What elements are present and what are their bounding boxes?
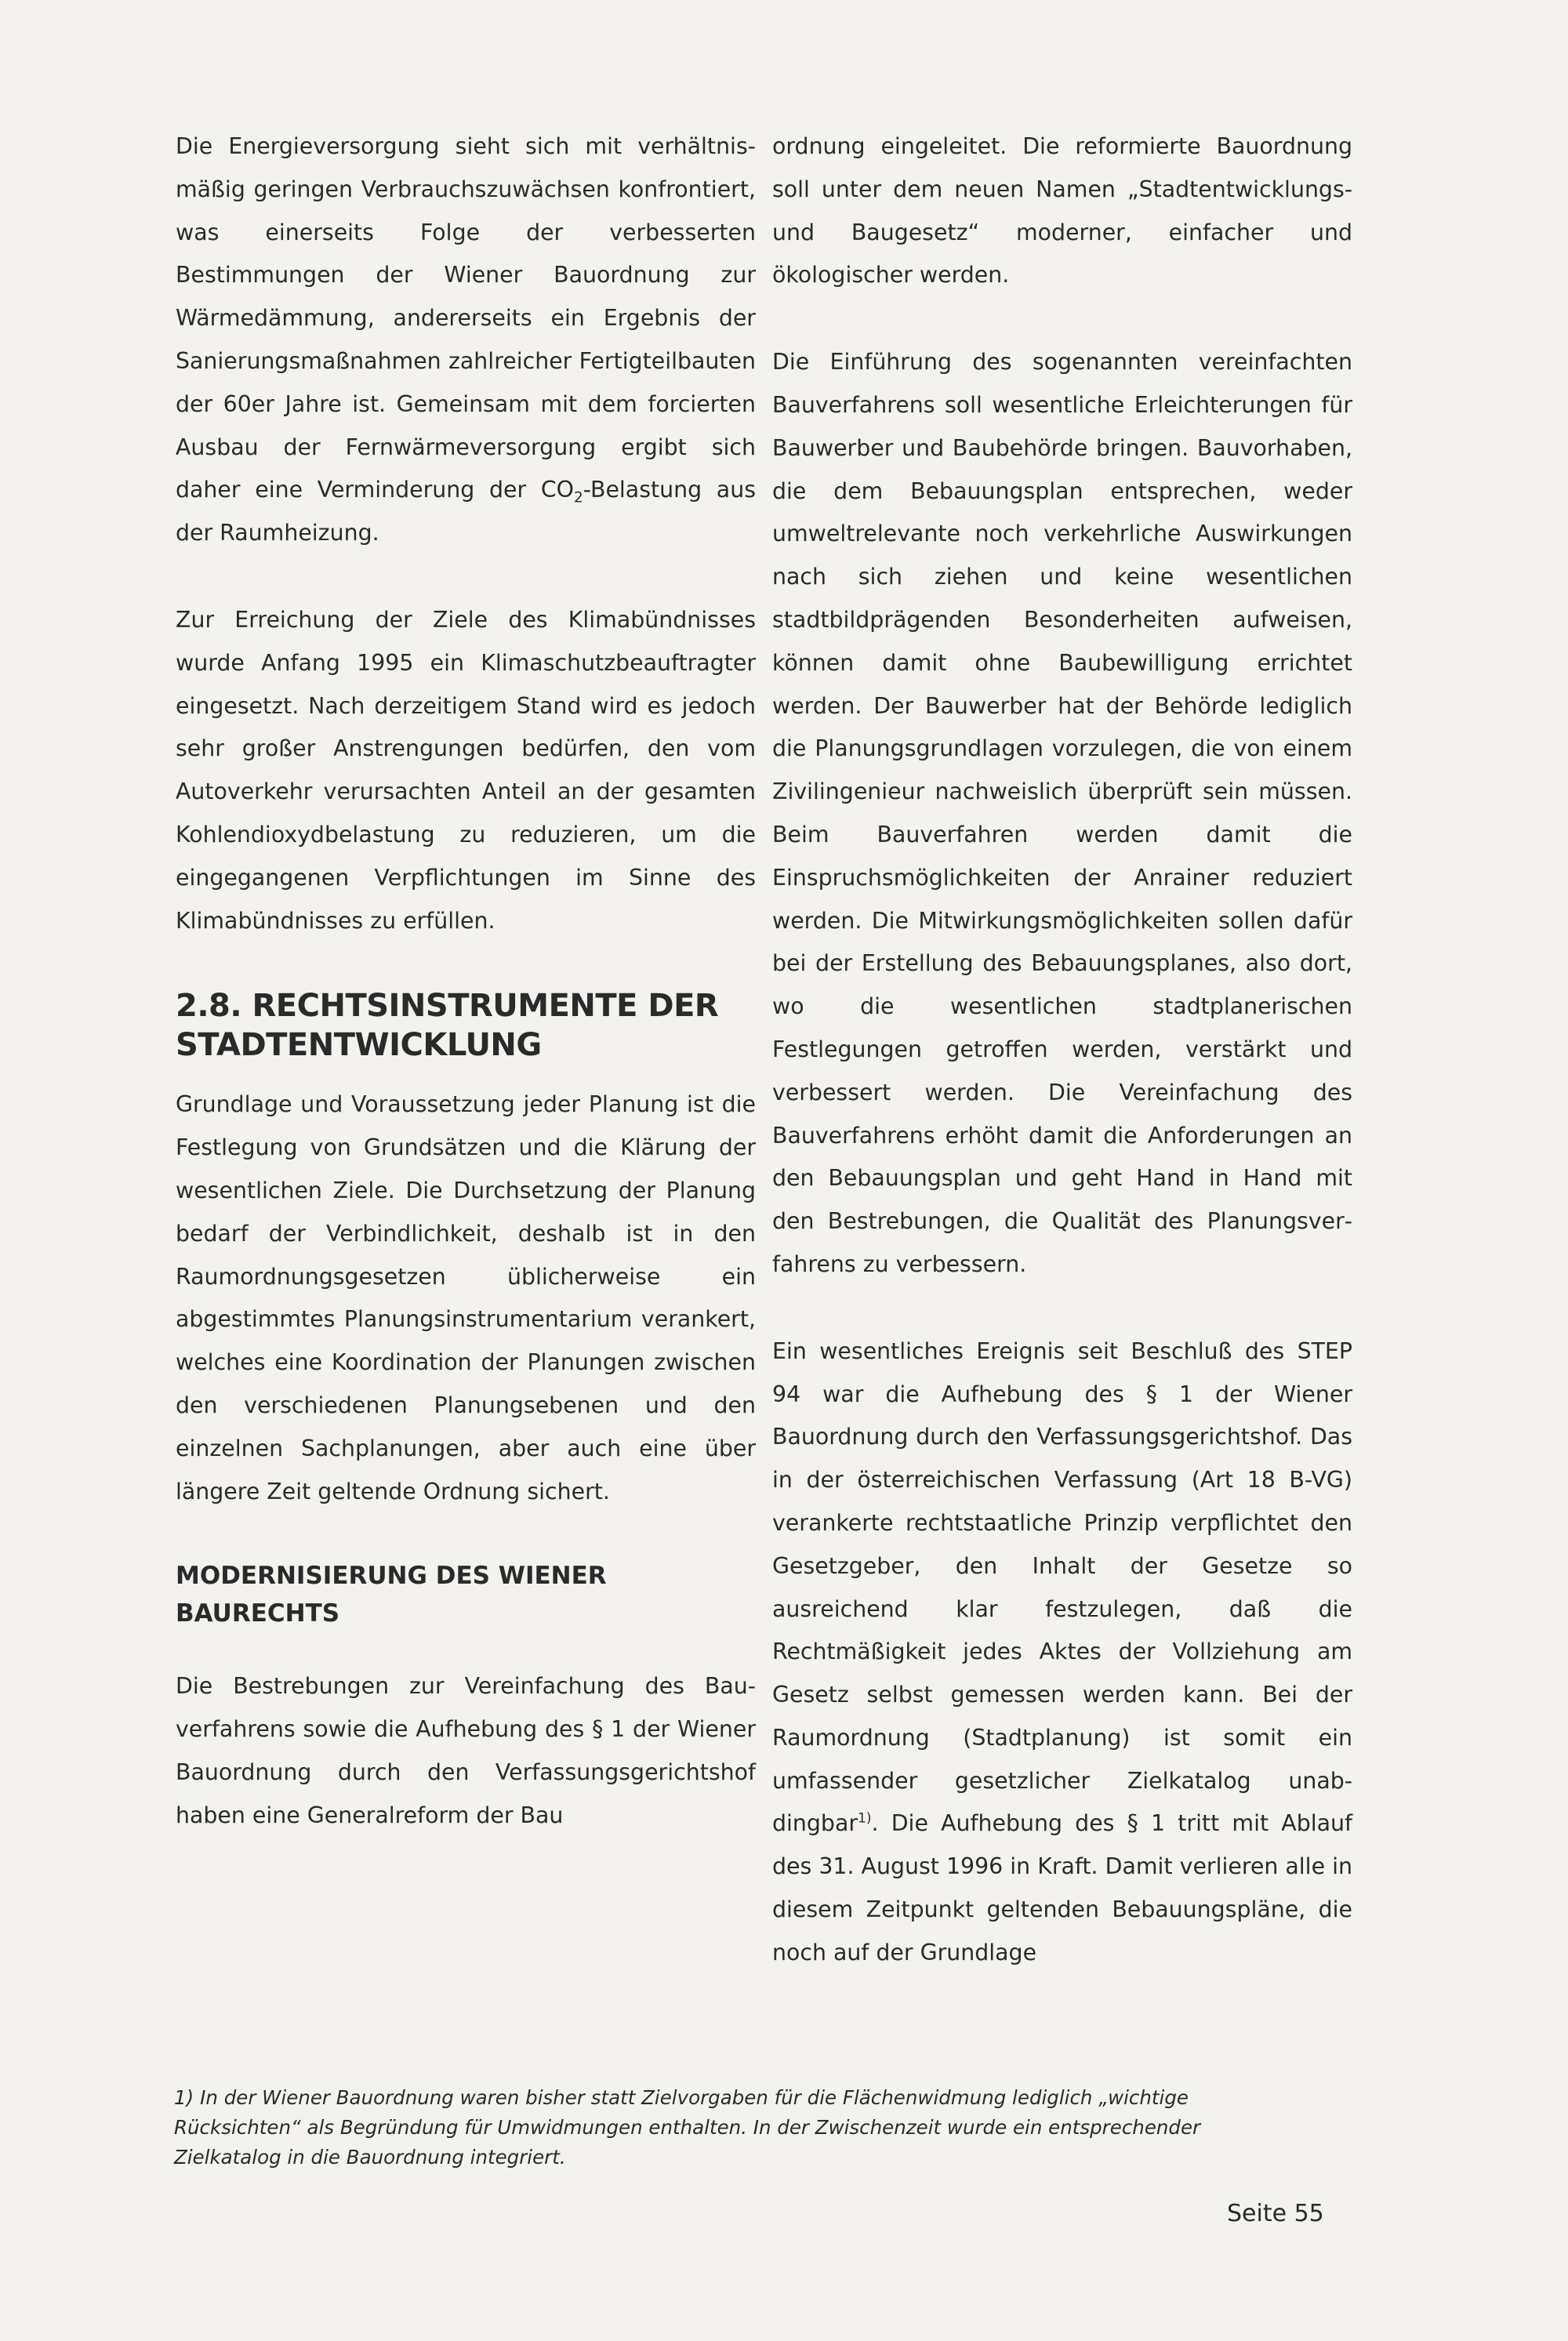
subsection-heading: MODERNISIERUNG DES WIENER BAURECHTS bbox=[176, 1562, 607, 1628]
paragraph-climate-alliance: Zur Erreichung der Ziele des Klimabündnisses wurde Anfang 1995 ein Klimaschutzbeauftragter eingesetzt. Nach derzeitigem Stand wird es jedoch sehr großer Anstrengungen bedürfen, den vom Autoverkehr verursachten Anteil an der gesamten Kohlendioxydbelastung zu reduzieren, um die eingegangenen Verpflichtungen im Sinne des Klimabündnisses zu erfüllen. bbox=[176, 606, 756, 934]
paragraph-energy-supply bbox=[176, 125, 756, 555]
paragraph-simplified-procedure: Die Einführung des sogenannten vereinfachten Bauverfahrens soll wesentliche Erleichterungen für Bauwerber und Baubehörde bringen. Bauvorhaben, die dem Bebauungsplan entsprechen, weder umweltrelevante noch verkehrliche Auswirkungen nach sich ziehen und keine wesentlichen stadtbildprägenden Besonderheiten aufweisen, können damit ohne Baubewilligung errichtet werden. Der Bauwerber hat der Behörde lediglich die Planungsgrundlagen vorzulegen, die von einem Zivilingenieur nachweislich überprüft sein müssen. Beim Bauverfahren werden damit die Einspruchsmöglichkeiten der Anrainer reduziert werden. Die Mitwirkungsmöglichkeiten sollen dafür bei der Erstellung des Bebauungsplanes, also dort, wo die wesentlichen stadtplanerischen Festlegungen getroffen werden, verstärkt und verbessert werden. Die Vereinfachung des Bauverfahrens erhöht damit die Anforderungen an den Bebauungsplan und geht Hand in Hand mit den Bestrebungen, die Qualität des Planungsverfahrens zu verbessern. bbox=[772, 349, 1352, 1277]
footnote-reference: 1) bbox=[858, 1811, 872, 1827]
right-column bbox=[772, 125, 1352, 2019]
paragraph-reformed-code: ordnung eingeleitet. Die reformierte Bauordnung soll unter dem neuen Namen „Stadtentwicklungs- und Baugesetz“ moderner, einfacher und ökologischer werden. bbox=[772, 133, 1352, 289]
paragraph-text: Ein wesentliches Ereignis seit Beschluß des STEP 94 war die Aufhebung des § 1 der Wiener Bauordnung durch den Verfassungsgerichtshof. Das in der österreichischen Verfassung (Art 18 B-VG) verankerte rechtstaatliche Prinzip verpflichtet den Gesetzgeber, den Inhalt der Gesetze so ausreichend klar festzulegen, daß die Rechtmäßigkeit jedes Aktes der Vollziehung am Gesetz selbst gemessen werden kann. Bei der Raumordnung (Stadtplanung) ist somit ein umfassender gesetzlicher Zielkatalog unabdingbar bbox=[772, 1337, 1352, 1837]
footnote-text: In der Wiener Bauordnung waren bisher statt Zielvorgaben für die Flächenwidmung lediglich „wichtige Rücksichten“ als Begründung für Umwidmungen enthalten. In der Zwischenzeit wurde ein entsprechender Zielkatalog in die Bauordnung integriert. bbox=[174, 2086, 1201, 2169]
left-column bbox=[176, 125, 756, 1882]
subscript: 2 bbox=[574, 490, 583, 507]
paragraph-constitutional-court bbox=[772, 1330, 1352, 1975]
footnote bbox=[174, 2083, 1311, 2172]
paragraph-building-law-reform: Die Bestrebungen zur Vereinfachung des Bauverfahrens sowie die Aufhebung des § 1 der Wiener Bauordnung durch den Verfassungsgerichtshof haben eine Generalreform der Bau bbox=[176, 1673, 756, 1828]
footnote-number: 1) bbox=[174, 2086, 194, 2109]
paragraph-text: . Die Aufhebung des § 1 tritt mit Ablauf des 31. August 1996 in Kraft. Damit verlieren alle in diesem Zeitpunkt geltenden Bebauungspläne, die noch auf der Grundlage bbox=[772, 1810, 1352, 1965]
paragraph-planning-basis: Grundlage und Voraussetzung jeder Planung ist die Festlegung von Grundsätzen und die Klärung der wesentlichen Ziele. Die Durchsetzung der Planung bedarf der Verbindlichkeit, deshalb ist in den Raumordnungsgesetzen üblicherweise ein abgestimmtes Planungsinstrumentarium verankert, welches eine Koordination der Planungen zwischen den verschiedenen Planungsebenen und den einzelnen Sachplanungen, aber auch eine über längere Zeit geltende Ordnung sichert. bbox=[176, 1091, 756, 1504]
page-number: Seite 55 bbox=[1227, 2200, 1324, 2227]
paragraph-text: Die Energieversorgung sieht sich mit verhältnismäßig geringen Verbrauchszuwächsen konfrontiert, was einerseits Folge der verbesserten Bestimmungen der Wiener Bauordnung zur Wärmedämmung, andererseits ein Ergebnis der Sanierungsmaßnahmen zahlreicher Fertigteilbauten der 60er Jahre ist. Gemeinsam mit dem forcierten Ausbau der Fernwärmeversorgung ergibt sich daher eine Verminderung der CO bbox=[176, 133, 756, 503]
paragraph-text: -Belastung aus der Raumheizung. bbox=[176, 477, 756, 546]
section-heading: 2.8. RECHTSINSTRUMENTE DER STADTENTWICKLUNG bbox=[176, 988, 719, 1064]
